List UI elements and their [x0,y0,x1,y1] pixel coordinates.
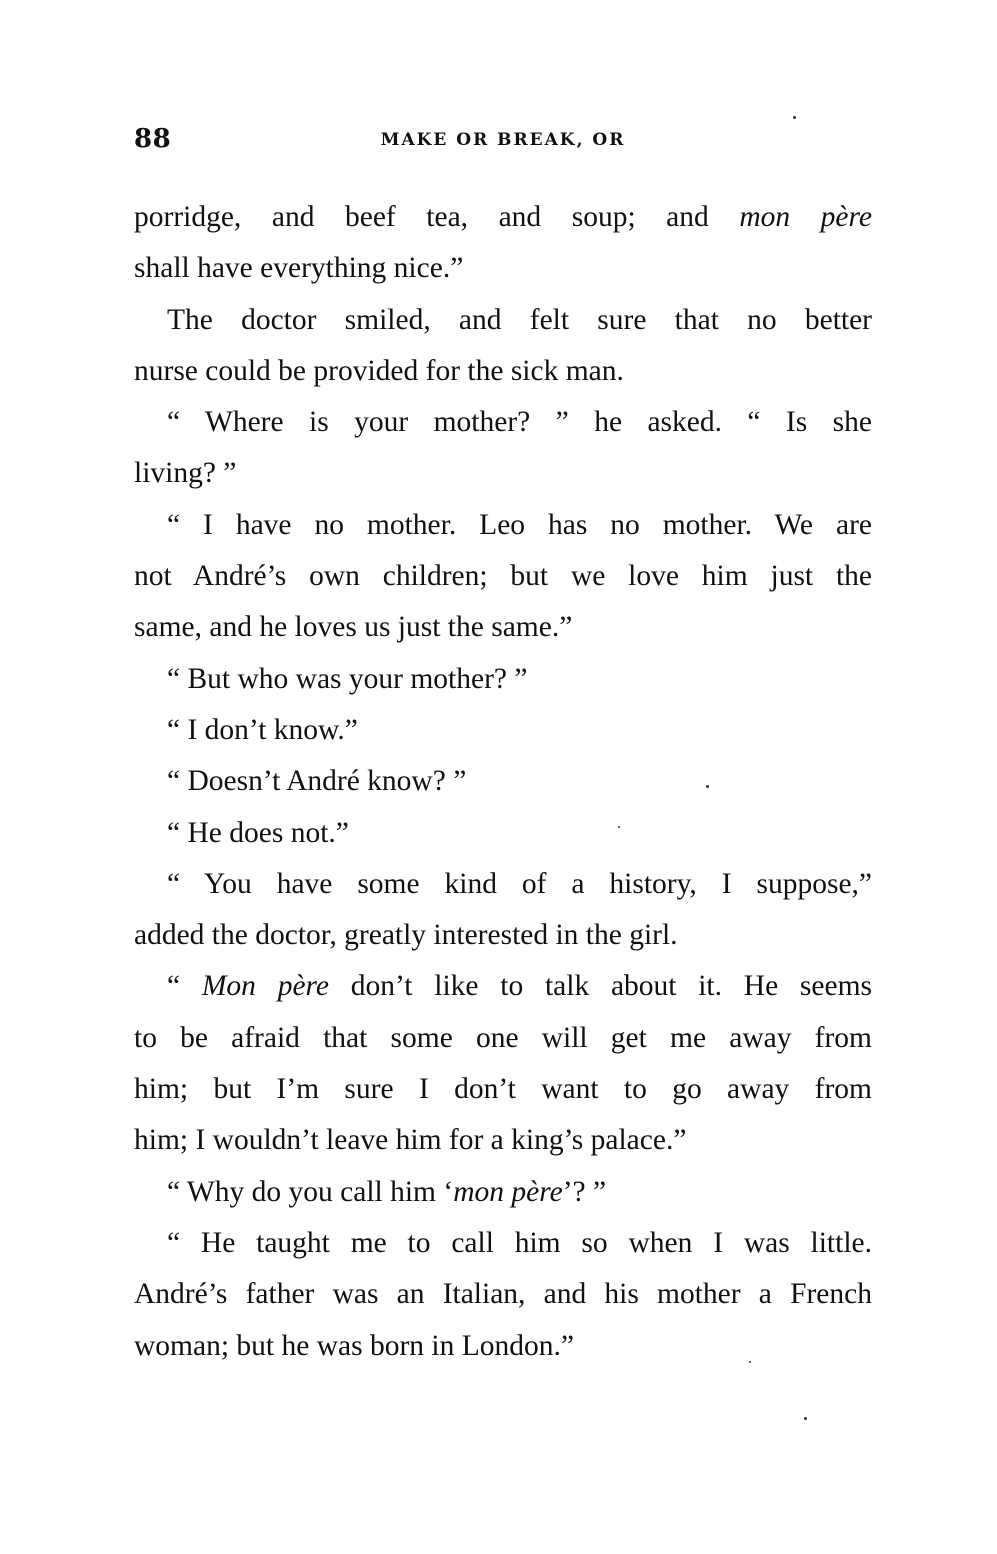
text-line: added the doctor, greatly interested in the girl. [134,919,678,952]
scan-speck [618,826,620,828]
page-number: 88 [134,124,172,154]
text-line: “ Why do you call him ‘mon père’? ” [167,1175,607,1208]
text-line: not André’s own children; but we love him just the [134,560,872,593]
italic-phrase: mon père [739,201,872,233]
scan-speck [749,1361,751,1363]
text-line: living? ” [134,457,237,490]
text-line: woman; but he was born in London.” [134,1329,574,1362]
italic-phrase: Mon père [201,970,330,1003]
text-line: “ He taught me to call him so when I was little. [167,1226,872,1259]
text-line: to be afraid that some one will get me away from [134,1021,872,1054]
text-line: same, and he loves us just the same.” [134,611,573,644]
scan-speck [706,785,709,788]
text-line: “ Where is your mother? ” he asked. “ Is she [167,406,872,439]
italic-phrase: mon père [453,1175,563,1208]
body-text [134,192,872,1372]
text-line: André’s father was an Italian, and his mother a French [134,1278,872,1311]
running-head: MAKE OR BREAK, OR [380,130,626,150]
text-line: “ Doesn’t André know? ” [167,765,467,798]
text-line: “ You have some kind of a history, I suppose,” [167,867,872,900]
text-line: him; but I’m sure I don’t want to go away from [134,1073,872,1106]
text-line: The doctor smiled, and felt sure that no better [167,303,872,336]
text-line: shall have everything nice.” [134,252,464,285]
page-header [134,124,872,160]
scan-speck [793,116,796,119]
text-line: him; I wouldn’t leave him for a king’s palace.” [134,1124,687,1157]
text-line: “ But who was your mother? ” [167,662,528,695]
text-line: porridge, and beef tea, and soup; and mon père [134,201,872,233]
text-line: “ I don’t know.” [167,713,358,746]
text-line: “ I have no mother. Leo has no mother. We are [167,508,872,541]
text-line: nurse could be provided for the sick man. [134,354,624,387]
text-line: “ Mon père don’t like to talk about it. He seems [167,970,873,1003]
scan-speck [804,1417,807,1420]
text-line: “ He does not.” [167,816,349,849]
